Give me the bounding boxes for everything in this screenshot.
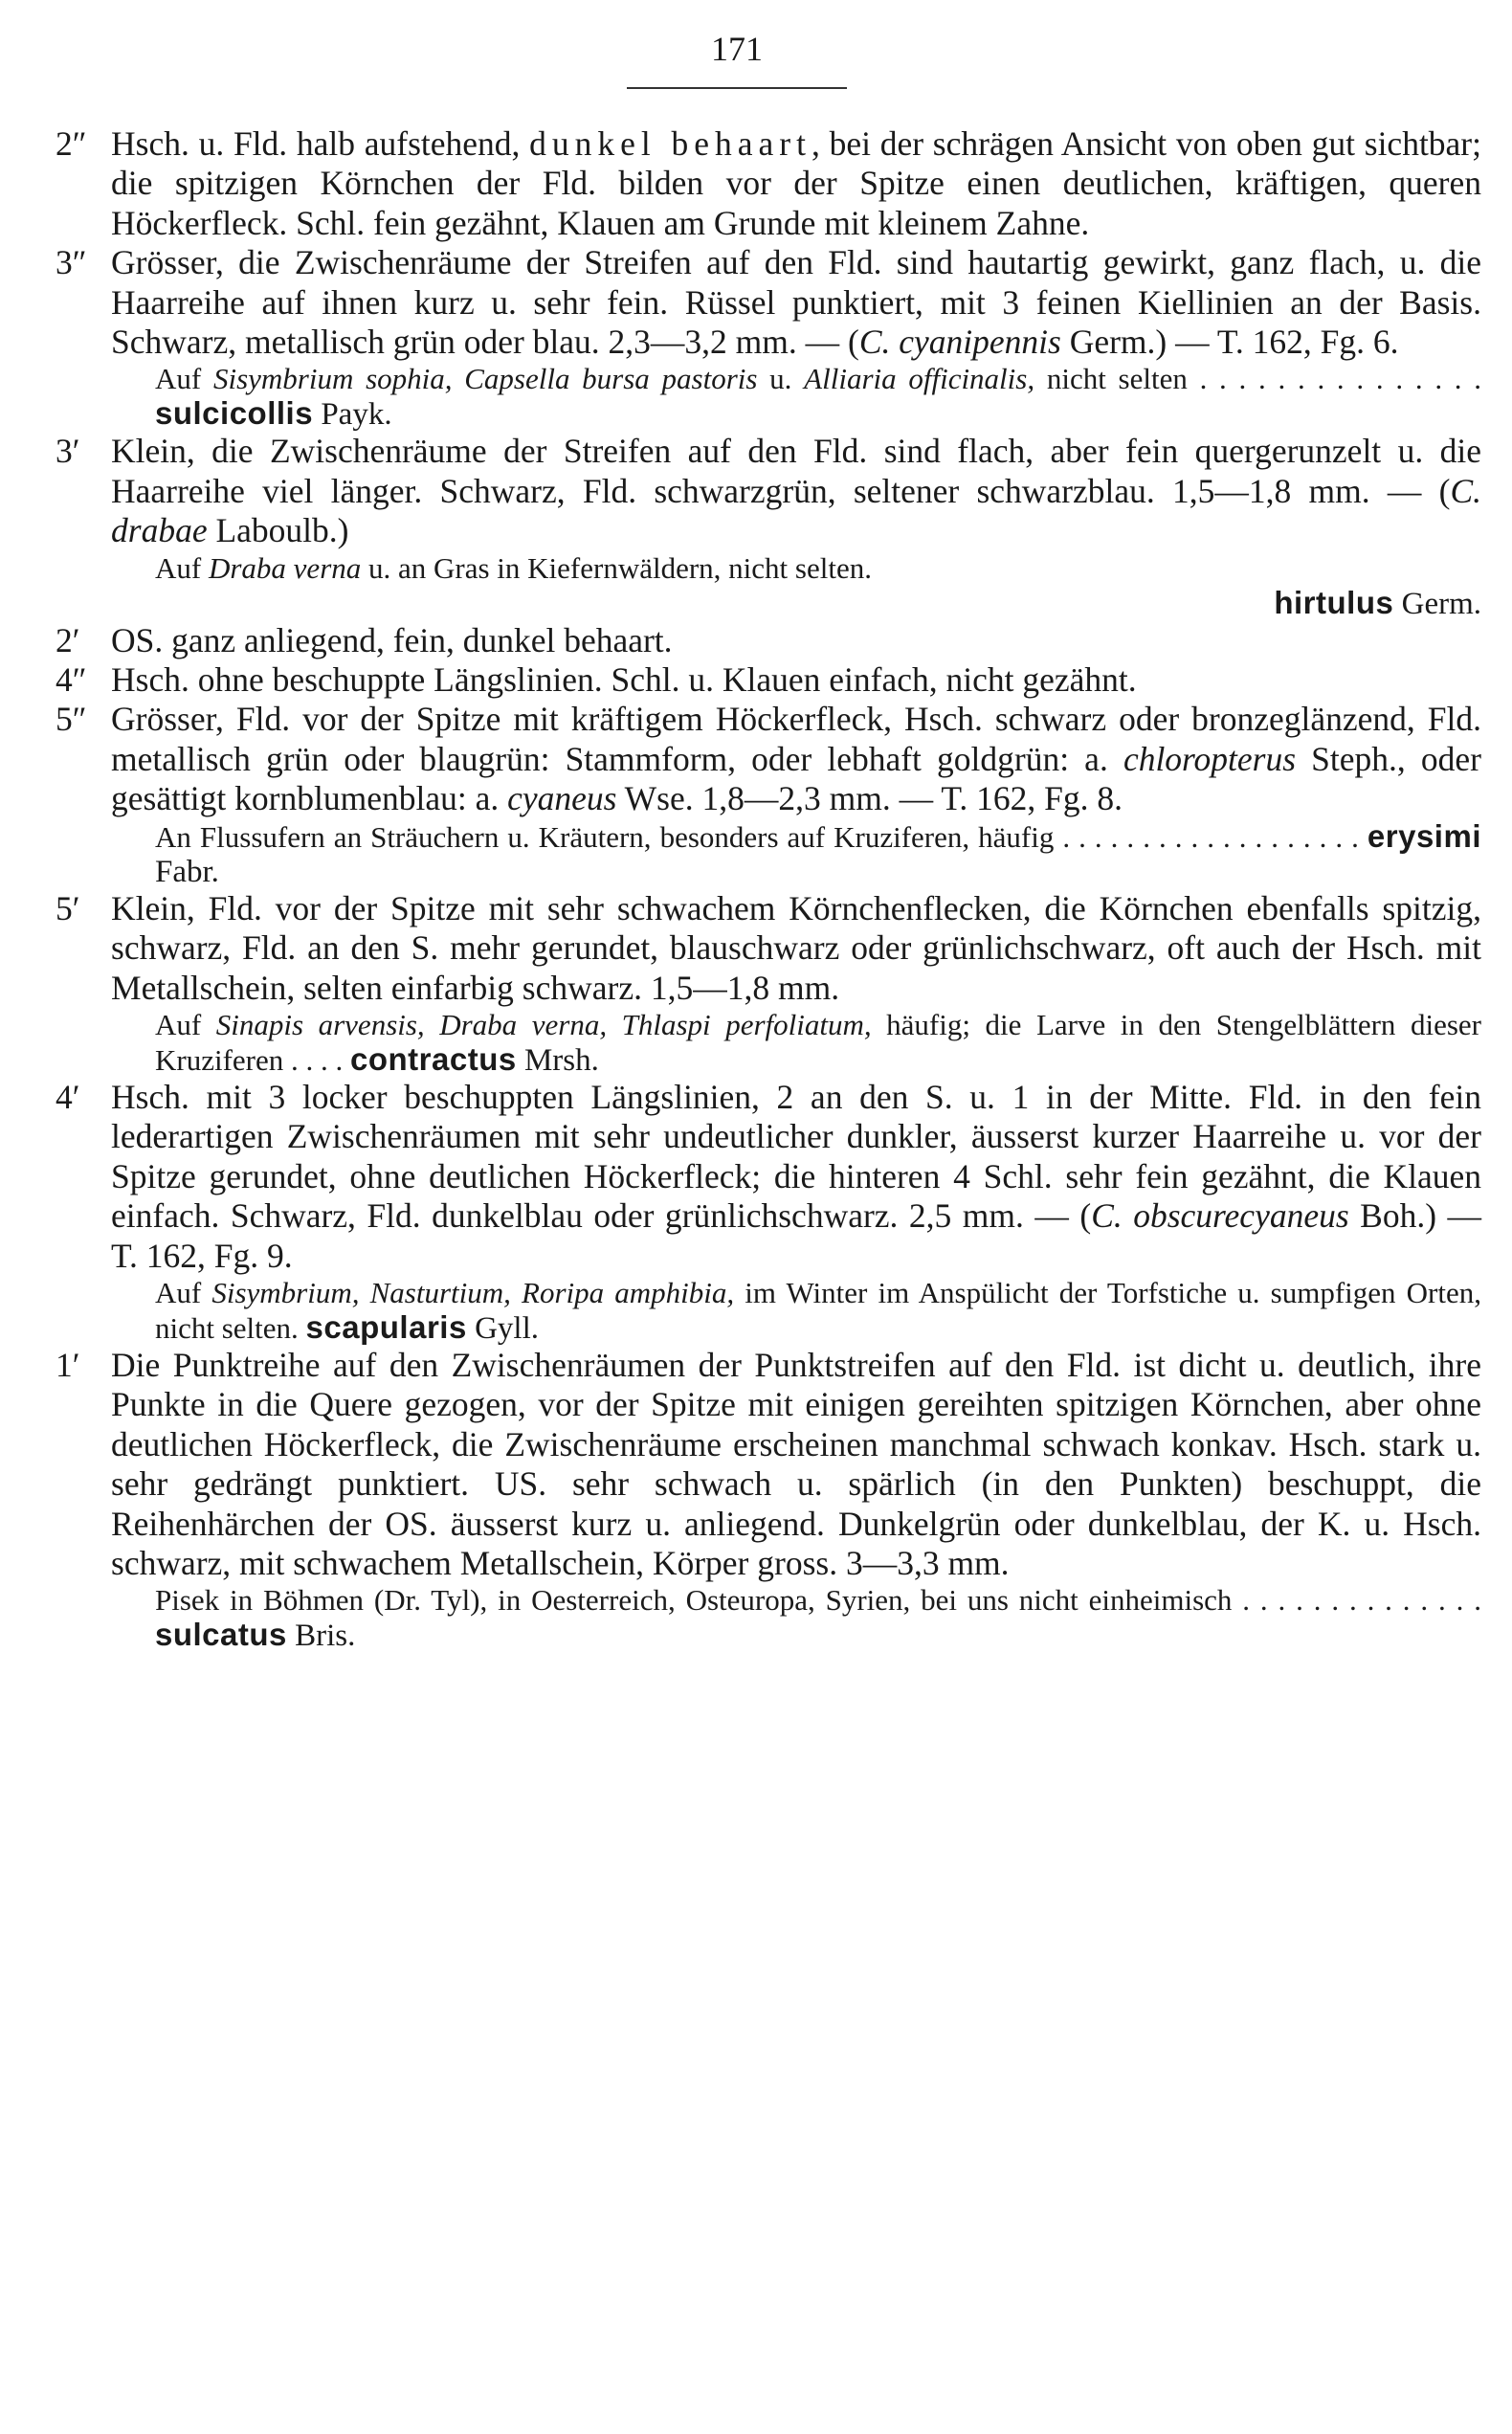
note-text: u. an Gras in Kiefernwäldern, nicht selten. [361,550,872,585]
note-text: Auf [155,550,209,585]
key-text [56,124,1481,1661]
note-text: nicht selten . . . . . . . . . . . . . . . [1034,362,1482,396]
species-author: Fabr. [155,854,219,889]
key-entry-3p [56,432,1481,550]
species-name: erysimi [1367,817,1481,854]
couplet-number: 2″ [56,124,87,163]
entry-text: Klein, Fld. vor der Spitze mit sehr schwachem Körnchenflecken, die Körnchen ebenfalls spitzig, schwarz, Fld. an den S. mehr gerundet, blauschwarz oder grünlichschwarz, oft auch der Hsch. mit Metallschein, selten einfarbig schwarz. 1,5—1,8 mm. [111,888,1481,1007]
species-name: hirtulus [1274,584,1394,620]
entry-text: Germ.) — T. 162, Fg. 6. [1060,323,1399,362]
key-entry-3pp [56,243,1481,362]
key-entry-4p [56,1078,1481,1276]
header-rule [627,87,847,89]
habitat-note [56,362,1481,432]
entry-text: Steph., oder gesättigt kornblumenblau: a. [111,739,1481,818]
latin-name: cyaneus [507,779,617,818]
entry-text: Laboulb.) [207,511,349,550]
note-text: u. [757,362,805,396]
note-text: häufig; die Larve in den Stengelblättern dieser Kruziferen . . . . [155,1007,1482,1077]
latin-name: Sisymbrium, Nasturtium, Roripa amphibia, [211,1275,735,1309]
habitat-note [56,1008,1481,1078]
couplet-number: 5″ [56,700,87,739]
entry-text: Hsch. u. Fld. halb aufstehend, [111,124,530,163]
key-entry-4pp [56,660,1481,700]
key-entry-1p [56,1346,1481,1583]
species-author: Bris. [286,1619,356,1654]
latin-name: C. cyanipennis [858,323,1061,362]
entry-text: Boh.) — T. 162, Fg. 9. [111,1196,1482,1275]
habitat-note [56,1583,1481,1653]
entry-text: Hsch. mit 3 locker beschuppten Längslinien, 2 an den S. u. 1 in der Mitte. Fld. in den fein lederartigen Zwischenräumen mit sehr undeutlicher dunkler, äusserst kurzer Haarreihe u. vor der Spitze gerundet, ohne deutlichen Höckerfleck; die hinteren 4 Schl. sehr fein gezähnt, die Klauen einfach. Schwarz, Fld. dunkelblau oder grünlichschwarz. 2,5 mm. — ( [111,1077,1481,1236]
latin-name: Draba verna [208,550,362,585]
latin-name: C. drabae [111,471,1481,550]
entry-text: OS. ganz anliegend, fein, dunkel behaart. [111,620,673,659]
entry-text: Hsch. ohne beschuppte Längslinien. Schl. u. Klauen einfach, nicht gezähnt. [111,660,1137,700]
latin-name: Sisymbrium sophia, Capsella bursa pastoris [212,362,758,396]
habitat-note [56,819,1481,889]
couplet-number: 1′ [56,1345,80,1384]
latin-name: Sinapis arvensis, Draba verna, Thlaspi perfoliatum, [215,1007,872,1041]
species-name: sulcicollis [155,395,314,432]
entry-text: Wse. 1,8—2,3 mm. — T. 162, Fg. 8. [616,779,1123,818]
key-entry-5p [56,889,1481,1008]
key-entry-2p [56,621,1481,660]
note-text: im Winter im Anspülicht der Torfstiche u. sumpfigen Orten, nicht selten. [155,1275,1481,1345]
latin-name: C. obscurecyaneus [1091,1196,1349,1236]
entry-text: Grösser, Fld. vor der Spitze mit kräftigem Höckerfleck, Hsch. schwarz oder bronzeglänzend, Fld. metallisch grün oder blaugrün: Stammform, oder lebhaft goldgrün: a. [111,700,1481,778]
species-name: contractus [350,1040,517,1077]
key-entry-5pp [56,700,1481,818]
species-name: sulcatus [155,1617,287,1653]
note-text: Auf [155,1007,216,1041]
species-author: Mrsh. [516,1042,599,1078]
species-author: Payk. [313,397,392,433]
species-author: Gyll. [466,1310,539,1346]
couplet-number: 4″ [56,660,87,700]
note-text: Pisek in Böhmen (Dr. Tyl), in Oesterreich, Osteuropa, Syrien, bei uns nicht einheimisch . . . . . . . . . . . . . . [155,1583,1481,1618]
species-author: Germ. [1393,586,1481,621]
couplet-number: 3″ [56,243,87,282]
latin-name: Alliaria officinalis, [804,362,1035,396]
entry-spaced-text: dunkel behaart [529,124,812,163]
couplet-number: 5′ [56,888,80,927]
entry-text: Grösser, die Zwischenräume der Streifen auf den Fld. sind hautartig gewirkt, ganz flach, u. die Haarreihe auf ihnen kurz u. sehr fein. Rüssel punktiert, mit 3 feinen Kiellinien an der Basis. Schwarz, metallisch grün oder blau. 2,3—3,2 mm. — ( [111,243,1481,362]
note-text: Auf [155,362,213,396]
habitat-note [56,1276,1481,1346]
species-line [56,586,1481,621]
note-text: An Flussufern an Sträuchern u. Kräutern, besonders auf Kruziferen, häufig . . . . . . . . . . . . . . . . . . . [155,819,1367,854]
entry-text: , bei der schrägen Ansicht von oben gut sichtbar; die spitzigen Körnchen der Fld. bilden vor der Spitze einen deutlichen, kräftigen, queren Höckerfleck. Schl. fein gezähnt, Klauen am Grunde mit kleinem Zahne. [111,124,1481,242]
note-text: Auf [155,1275,212,1309]
key-entry-2pp [56,124,1481,243]
page-number: 171 [711,30,763,68]
species-name: scapularis [305,1308,467,1345]
couplet-number: 4′ [56,1077,80,1116]
latin-name: chloropterus [1123,739,1297,778]
couplet-number: 2′ [56,620,80,659]
couplet-number: 3′ [56,432,80,471]
entry-text: Die Punktreihe auf den Zwischenräumen der Punktstreifen auf den Fld. ist dicht u. deutlich, ihre Punkte in die Quere gezogen, vor der Spitze mit einigen gereihten spitzigen Körnchen, aber ohne deutlichen Höckerfleck, die Zwischenräume erscheinen manchmal schwach konkav. Hsch. stark u. sehr gedrängt punktiert. US. sehr schwach u. spärlich (in den Punkten) beschuppt, die Reihenhärchen der OS. äusserst kurz u. anliegend. Dunkelgrün oder dunkelblau, der K. u. Hsch. schwarz, mit schwachem Metallschein, Körper gross. 3—3,3 mm. [111,1345,1481,1582]
entry-text: Klein, die Zwischenräume der Streifen auf den Fld. sind flach, aber fein quergerunzelt u. die Haarreihe viel länger. Schwarz, Fld. schwarzgrün, seltener schwarzblau. 1,5—1,8 mm. — ( [111,432,1481,510]
habitat-note [56,551,1481,586]
